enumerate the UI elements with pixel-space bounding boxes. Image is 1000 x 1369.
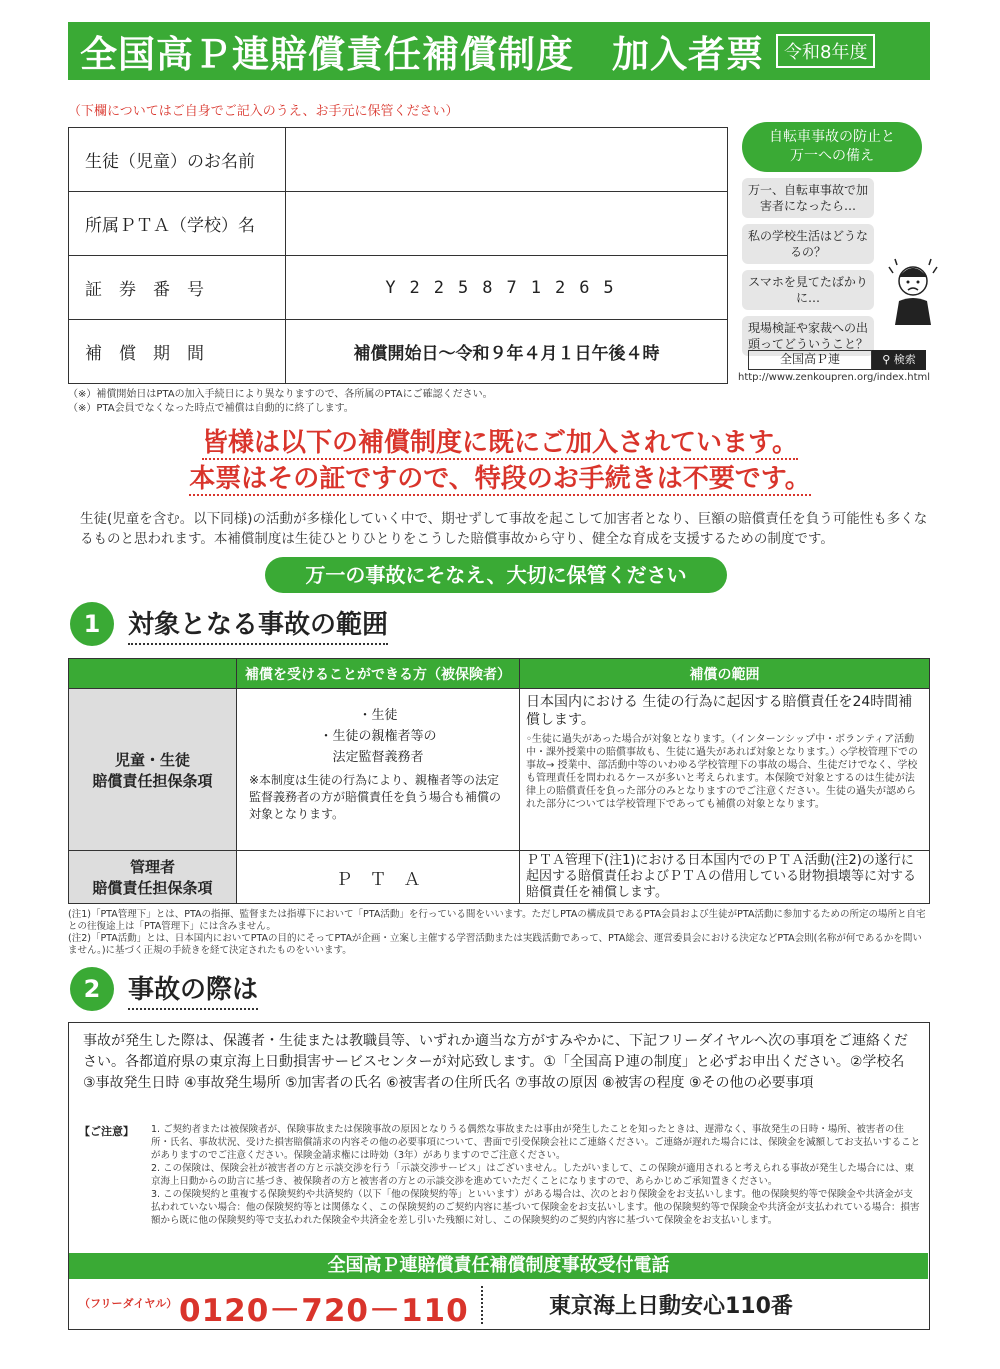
column-header: 補償の範囲 <box>520 659 930 689</box>
student-name-label: 生徒（児童）のお名前 <box>69 128 286 192</box>
coverage-footnotes <box>68 909 930 957</box>
section-title: 対象となる事故の範囲 <box>128 604 388 645</box>
member-info-table <box>68 127 728 384</box>
search-button-label: 検索 <box>893 353 916 366</box>
headline-line: 本票はその証ですので、特段のお手続きは不要です。 <box>189 464 811 494</box>
footnote: (注2)「PTA活動」とは、日本国内においてPTAの目的にそってPTAが企画・立案し主催する学習活動または実践活動であって、PTA総会、運営委員会における決定などPTA会則(名称が何であるかを問いません。)に基づく正規の手続きを経て決定されたものをいいます。 <box>68 933 922 956</box>
section-number: 1 <box>70 602 114 646</box>
website-url[interactable]: http://www.zenkoupren.org/index.html <box>738 372 931 383</box>
student-name-field[interactable] <box>286 128 728 192</box>
insured-note: ※本制度は生徒の行為により、親権者等の法定監督義務者の方が賠償責任を負う場合も補償の対象となります。 <box>249 773 502 821</box>
title-bar <box>68 22 930 80</box>
insured-cell: Ｐ Ｔ Ａ <box>237 851 520 904</box>
pta-name-label: 所属ＰＴＡ（学校）名 <box>69 192 286 256</box>
insured-item: ・生徒の親権者等の <box>319 729 437 744</box>
column-header: 補償を受けることができる方（被保険者） <box>237 659 520 689</box>
headline <box>0 425 1000 497</box>
caution-item: 2. この保険は、保険会社が被害者の方と示談交渉を行う「示談交渉サービス」はございません。したがいまして、この保険が適用されると考えられる事故が発生した場合には、東京海上日動からの助言に基づき、被保険者の方と被害者の方との示談交渉を進めていただくことになりますので、あらかじめご承知置きください。 <box>151 1163 914 1187</box>
column-header <box>69 659 237 689</box>
keep-notice: 万一の事故にそなえ、大切に保管ください <box>265 557 727 593</box>
insured-item: 法定監督義務者 <box>332 750 424 765</box>
pta-name-field[interactable] <box>286 192 728 256</box>
scope-cell <box>520 689 930 851</box>
headline-line: 皆様は以下の補償制度に既にご加入されています。 <box>202 428 798 458</box>
accident-box <box>68 1022 930 1330</box>
free-dial-label: （フリーダイヤル） <box>79 1297 178 1310</box>
footnote: （※）PTA会員でなくなった時点で補償は自動的に終了します。 <box>68 403 354 414</box>
caution-item: 3. この保険契約と重複する保険契約や共済契約（以下「他の保険契約等」といいます）がある場合は、次のとおり保険金をお支払いします。他の保険契約等で保険金や共済金が支払われていない場合：他の保険契約等とは関係なく、この保険契約のご契約内容に基づいて保険金をお支払いします。他の保険契約等で保険金や共済金が支払われている場合：損害額から既に他の保険契約等で支払われた保険金や共済金を差し引いた残額に対し、この保険契約のご契約内容に基づいて保険金をお支払いします。 <box>151 1189 920 1226</box>
company-name: 東京海上日動安心110番 <box>549 1294 793 1319</box>
coverage-period-label: 補 償 期 間 <box>69 320 286 384</box>
row-label-line: 賠償責任担保条項 <box>92 771 213 790</box>
row-label <box>69 851 237 904</box>
divider <box>481 1286 483 1324</box>
coverage-period: 補償開始日～令和９年４月１日午後４時 <box>286 320 728 384</box>
row-label-line: 児童・生徒 <box>114 750 190 769</box>
search-input[interactable]: 全国高Ｐ連 <box>748 350 872 370</box>
certificate-number: Y225871265 <box>286 256 728 320</box>
row-label <box>69 689 237 851</box>
phone-number[interactable]: 0120－720－110 <box>179 1293 469 1329</box>
scope-cell: ＰＴＡ管理下(注1)における日本国内でのＰＴＡ活動(注2)の遂行に起因する賠償責任およびＰＴＡの借用している財物損壊等に対する賠償責任を補償します。 <box>520 851 930 904</box>
caution-list <box>151 1123 921 1227</box>
scope-note: ◦生徒に過失があった場合が対象となります。（インターンシップ中・ボランティア活動中・課外授業中の賠償事故も、生徒に過失があれば対象となります。）◇学校管理下での事故→ 授業中、部活動中等のいわゆる学校管理下の事故の場合、生徒だけでなく、学校も管理責任を問われるケースが多いと考えられます。本保険で対象とするのは生徒が法律上の賠償責任を負った部分のみとなりますのでご注意ください。生徒の過失が認められた部分については学校管理下であっても補償の対象となります。 <box>526 734 918 810</box>
fill-in-note: （下欄についてはご自身でご記入のうえ、お手元に保管ください） <box>68 104 459 119</box>
certificate-number-label: 証 券 番 号 <box>69 256 286 320</box>
accident-instructions: 事故が発生した際は、保護者・生徒または教職員等、いずれか適当な方がすみやかに、下記フリーダイヤルへ次の事項をご連絡ください。各都道府県の東京海上日動損害サービスセンターが対応致します。①「全国高Ｐ連の制度」と必ずお申出ください。②学校名 ③事故発生日時 ④事故発生場所 ⑤加害者の氏名 ⑥被害者の住所氏名 ⑦事故の原因 ⑧被害の程度 ⑨その他の必要事項 <box>83 1033 909 1091</box>
side-bubble <box>742 122 922 172</box>
section-2-heading <box>70 967 258 1011</box>
phone-bar: 全国高Ｐ連賠償責任補償制度事故受付電話 <box>69 1253 928 1279</box>
search-icon: ⚲ <box>882 353 894 366</box>
page-title: 全国高Ｐ連賠償責任補償制度 加入者票 <box>80 33 764 76</box>
info-footnotes <box>68 388 493 416</box>
search-button[interactable] <box>872 350 926 370</box>
caution-item: 1. ご契約者または被保険者が、保険事故または保険事故の原因となりうる偶然な事故または事由が発生したことを知ったときは、遅滞なく、事故発生の日時・場所、被害者の住所・氏名、事故状況、受けた損害賠償請求の内容その他の必要事項について、書面で引受保険会社にご連絡ください。ご連絡が遅れた場合には、保険金を減額してお支払いすることがありますのでご注意ください。保険金請求権には時効（3年）がありますのでご注意ください。 <box>151 1124 921 1161</box>
bubble-line: 万一への備え <box>790 148 874 164</box>
intro-text: 生徒(児童を含む。以下同様)の活動が多様化していく中で、期せずして事故を起こして加害者となり、巨額の賠償責任を負う可能性も多くなるものと思われます。本補償制度は生徒ひとりひとりをこうした賠償事故から守り、健全な育成を支援するための制度です。 <box>80 511 928 547</box>
worried-person-icon <box>887 255 939 325</box>
insured-cell <box>237 689 520 851</box>
row-label-line: 管理者 <box>129 858 175 876</box>
section-1-heading <box>70 602 388 646</box>
footnote: (注1)「PTA管理下」とは、PTAの指揮、監督または指導下において「PTA活動」を行っている間をいいます。ただしPTAの構成員であるPTA会員および生徒がPTA活動に参加するための所定の場所と自宅との往復途上は「PTA管理下」には含みません。 <box>68 909 926 932</box>
side-item[interactable]: 現場検証や家裁への出頭ってどういうこと？ <box>742 316 874 356</box>
coverage-table <box>68 658 930 904</box>
side-item[interactable]: 私の学校生活はどうなるの？ <box>742 224 874 264</box>
footnote: （※）補償開始日はPTAの加入手続日により異なりますので、各所属のPTAにご確認ください。 <box>68 389 493 400</box>
year-badge: 令和8年度 <box>776 34 875 68</box>
row-label-line: 賠償責任担保条項 <box>92 879 213 897</box>
section-number: 2 <box>70 967 114 1011</box>
side-item[interactable]: スマホを見てたばかりに… <box>742 270 874 310</box>
caution-label: 【ご注意】 <box>79 1125 134 1138</box>
search-box <box>748 350 926 370</box>
side-item[interactable]: 万一、自転車事故で加害者になったら… <box>742 178 874 218</box>
insured-item: ・生徒 <box>358 708 398 723</box>
section-title: 事故の際は <box>128 969 258 1010</box>
scope-main: 日本国内における 生徒の行為に起因する賠償責任を24時間補償します。 <box>526 694 913 728</box>
bubble-line: 自転車事故の防止と <box>769 129 895 145</box>
